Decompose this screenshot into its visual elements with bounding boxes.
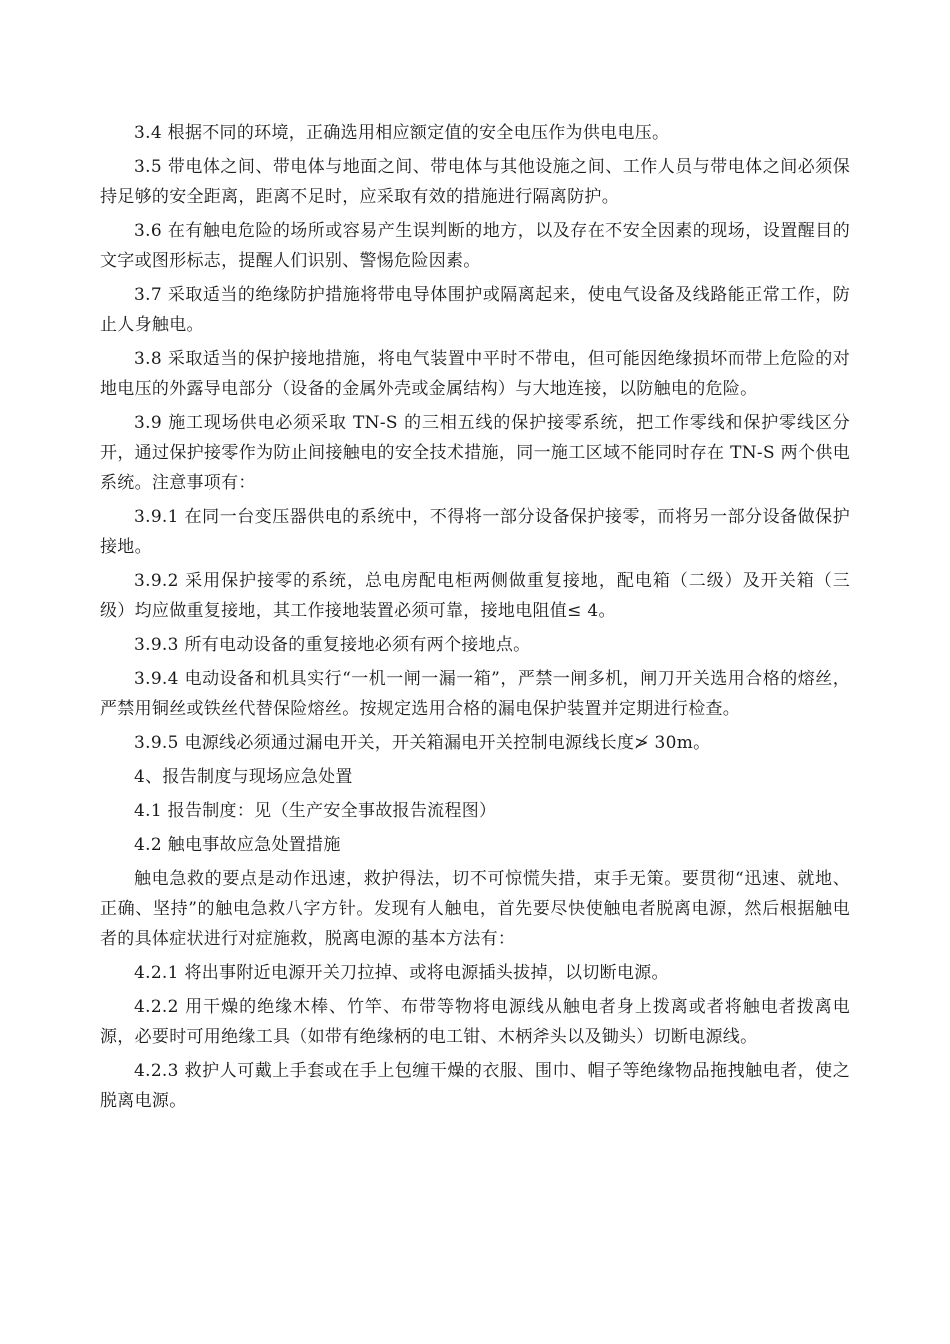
- paragraph-first-aid-intro: 触电急救的要点是动作迅速，救护得法，切不可惊慌失措，束手无策。要贯彻“迅速、就地、正确、坚持”的触电急救八字方针。发现有人触电，首先要尽快使触电者脱离电源，然后根据触电者的具体症状进行对症施救，脱离电源的基本方法有：: [100, 869, 850, 949]
- paragraph-3-9-1: 3.9.1 在同一台变压器供电的系统中，不得将一部分设备保护接零，而将另一部分设备做保护接地。: [100, 507, 850, 557]
- paragraph-3-9-4: 3.9.4 电动设备和机具实行“一机一闸一漏一箱”，严禁一闸多机，闸刀开关选用合格的熔丝，严禁用铜丝或铁丝代替保险熔丝。按规定选用合格的漏电保护装置并定期进行检查。: [100, 669, 850, 719]
- paragraph-4-2-3: 4.2.3 救护人可戴上手套或在手上包缠干燥的衣服、围巾、帽子等绝缘物品拖拽触电者，使之脱离电源。: [100, 1061, 850, 1111]
- paragraph-3-9-3: 3.9.3 所有电动设备的重复接地必须有两个接地点。: [134, 635, 531, 655]
- paragraph-3-6: 3.6 在有触电危险的场所或容易产生误判断的地方，以及存在不安全因素的现场，设置醒目的文字或图形标志，提醒人们识别、警惕危险因素。: [100, 221, 850, 271]
- paragraph-3-5: 3.5 带电体之间、带电体与地面之间、带电体与其他设施之间、工作人员与带电体之间必须保持足够的安全距离，距离不足时，应采取有效的措施进行隔离防护。: [100, 157, 850, 207]
- paragraph-3-9: 3.9 施工现场供电必须采取 TN-S 的三相五线的保护接零系统，把工作零线和保护零线区分开，通过保护接零作为防止间接触电的安全技术措施，同一施工区域不能同时存在 TN-S 两个供电系统。注意事项有：: [100, 413, 850, 493]
- section-heading-4: 4、报告制度与现场应急处置: [134, 767, 353, 787]
- paragraph-3-9-2: 3.9.2 采用保护接零的系统，总电房配电柜两侧做重复接地，配电箱（二级）及开关箱（三级）均应做重复接地，其工作接地装置必须可靠，接地电阻值≤ 4。: [100, 571, 850, 621]
- paragraph-3-9-5: 3.9.5 电源线必须通过漏电开关，开关箱漏电开关控制电源线长度≯ 30m。: [134, 733, 711, 753]
- paragraph-3-4: 3.4 根据不同的环境，正确选用相应额定值的安全电压作为供电电压。: [134, 123, 670, 143]
- paragraph-3-7: 3.7 采取适当的绝缘防护措施将带电导体围护或隔离起来，使电气设备及线路能正常工作，防止人身触电。: [100, 285, 850, 335]
- paragraph-4-1: 4.1 报告制度：见（生产安全事故报告流程图）: [134, 801, 497, 821]
- paragraph-4-2-2: 4.2.2 用干燥的绝缘木棒、竹竿、布带等物将电源线从触电者身上拨离或者将触电者拨离电源，必要时可用绝缘工具（如带有绝缘柄的电工钳、木柄斧头以及锄头）切断电源线。: [100, 997, 850, 1047]
- paragraph-4-2-1: 4.2.1 将出事附近电源开关刀拉掉、或将电源插头拔掉，以切断电源。: [134, 963, 669, 983]
- document-body: [100, 118, 850, 1120]
- paragraph-4-2: 4.2 触电事故应急处置措施: [134, 835, 341, 855]
- paragraph-3-8: 3.8 采取适当的保护接地措施，将电气装置中平时不带电，但可能因绝缘损坏而带上危险的对地电压的外露导电部分（设备的金属外壳或金属结构）与大地连接，以防触电的危险。: [100, 349, 850, 399]
